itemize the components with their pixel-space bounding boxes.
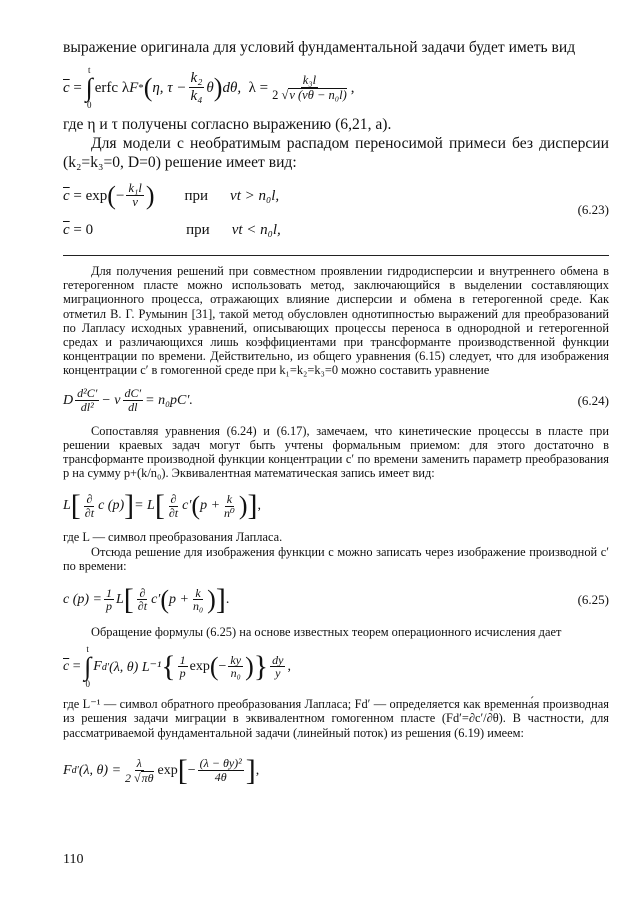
page-content: [63, 38, 609, 796]
eq6-end: ,: [287, 659, 291, 675]
paragraph-6: где L — символ преобразования Лапласа.: [63, 530, 283, 545]
eq2-r1-lhs: $\overline{c}$: [63, 187, 70, 204]
eq7-frac-exp: [198, 757, 244, 784]
equation-6-23: [63, 176, 609, 248]
eq1-lam-n: k₃l: [302, 72, 317, 87]
eq5-frac-k: [191, 587, 205, 614]
eq6-frac-1p: [178, 654, 188, 681]
eq2-r2-lhs: $\overline{c}$: [63, 221, 70, 238]
eq1-dtheta: dθ,: [222, 79, 242, 96]
eq1-lambda: λ =: [248, 79, 269, 96]
eq6-exp: exp: [189, 659, 210, 675]
eq7-ed: 4θ: [214, 770, 227, 785]
paragraph-3: Для модели с необратимым распадом переносимой примеси без дисперсии (k₂=k₃=0, D=0) решение имеет вид:: [63, 135, 609, 171]
eq3-d2: dl: [128, 399, 138, 414]
eq3-frac-1: [75, 387, 99, 414]
eq2-r2-cond: vt < n₀l,: [231, 221, 281, 238]
eq2-r1-n: k₁l: [128, 181, 142, 196]
eq4-dn1: ∂: [86, 492, 93, 507]
equation-6-25: c (p) = $\frac{1}{p}$ L [ $\frac{\partial}{\partial t}$ c′ ( p + $\frac{k}{\text{n₀}}$ ) ] . (6.25): [63, 583, 609, 617]
eq5-fn: 1: [106, 585, 112, 600]
eq1-comma: ,: [350, 79, 355, 96]
eq6-fd: p: [179, 666, 186, 681]
eq4-frac-d2: [167, 493, 180, 520]
paragraph-7: Отсюда решение для изображения функции c можно записать через изображение производной c′ по времени:: [63, 544, 609, 573]
eq6-frac-ky: [228, 654, 243, 681]
eq5-frac-1p: [104, 587, 114, 614]
eq2-r1-cond: vt > n₀l,: [230, 187, 280, 204]
eq4-eq: = L: [134, 498, 155, 514]
eq6-eq: =: [72, 659, 81, 675]
eq4-L1: L: [63, 498, 71, 514]
eq4-c: c (p): [98, 498, 125, 514]
eq1-F: F: [129, 79, 139, 96]
eq1-frac-d: k₄: [190, 88, 203, 105]
eq5-p: p +: [169, 592, 189, 608]
paragraph-1: выражение оригинала для условий фундаментальной задачи будет иметь вид: [63, 39, 576, 56]
eq3-n2: dC′: [124, 386, 142, 401]
eq2-r1-minus: −: [115, 187, 125, 204]
eq5-dd: ∂t: [137, 599, 148, 614]
paragraph-5: Сопоставляя уравнения (6.24) и (6.17), замечаем, что кинетические процессы в пласте при решении краевых задач могут быть учтены формальным приемом: для этого достаточно в трансформанте производной функции концентрации c′ по времени заменить параметр преобразования p на сумму p+(k/n₀). Эквивалентная математическая запись имеет вид:: [63, 423, 609, 481]
eq6-args: (λ, θ) L⁻¹: [109, 659, 162, 675]
eq5-kn: k: [195, 585, 201, 600]
eq5-kd: n₀: [192, 599, 204, 614]
section-divider: [63, 255, 609, 256]
eq6-fn: 1: [179, 652, 186, 667]
eq6-up: t: [86, 644, 89, 655]
equation-fd: F d′ (λ, θ) = $\frac{\lambda}{2 √\pi\theta}$ exp [ − $\frac{\text{(λ − θy)²}}{4\theta}$ ] ,: [63, 753, 260, 787]
eq3-number: (6.24): [577, 392, 609, 408]
eq1-int-lower: 0: [86, 100, 92, 110]
eq4-frac-d1: [83, 493, 96, 520]
eq1-body-a: erfc λ: [94, 79, 130, 96]
eq3-n1: d²C′: [77, 386, 98, 401]
eq5-lhs: c (p) =: [63, 592, 102, 608]
eq7-fd-b: πθ: [141, 770, 154, 785]
eq1-body-b: η, τ −: [152, 79, 187, 96]
eq4-dd2: ∂t: [168, 505, 179, 520]
eq5-number: (6.25): [577, 592, 609, 608]
eq6-dyn: dy: [272, 652, 284, 667]
eq6-kn: ky: [230, 652, 242, 667]
equation-erfc: $\overline{c}$ = t ∫ 0 erfc λ F * ( η, τ − $\frac{\text{k₂}}{\text{k₄}}$ θ ) dθ, λ = $\frac{\text{k₃l}}{\text{2 √v (vθ − n₀l)}}$ ,: [63, 65, 355, 110]
eq2-r1-when: при: [184, 187, 209, 204]
equation-laplace-shift: L [ $\frac{\partial}{\partial t}$ c (p) ] = L [ $\frac{\partial}{\partial t}$ c′ ( p + $\frac{k}{\text{n⁰}}$ ) ] ,: [63, 489, 261, 523]
eq2-row-2: [63, 216, 609, 244]
eq7-fd-a: 2: [125, 770, 132, 785]
eq1-lhs: $\overline{c}$: [63, 79, 70, 96]
eq2-r1-eq: = exp: [73, 187, 108, 204]
eq6-lo: 0: [85, 679, 90, 690]
eq5-c2: c′: [151, 592, 161, 608]
eq6-frac-dy: [270, 654, 285, 681]
eq2-r1-d: v: [132, 195, 138, 210]
eq6-integral: t ∫ 0: [84, 644, 92, 690]
eq4-frac-k: [222, 493, 237, 520]
eq5-dn: ∂: [139, 585, 146, 600]
equation-6-24: [63, 382, 609, 420]
eq1-lam-d-b: v (vθ − n₀l): [289, 87, 347, 102]
eq1-frac-n: k₂: [190, 70, 203, 87]
eq4-end: ,: [257, 498, 261, 514]
eq7-en: (λ − θy)²: [199, 756, 242, 771]
eq6-lhs: $\overline{c}$: [63, 659, 70, 675]
paragraph-2: где η и τ получены согласно выражению (6,21, a).: [63, 116, 392, 133]
eq3-D: D: [63, 392, 74, 408]
eq4-kd: n⁰: [224, 505, 235, 520]
eq5-L: L: [116, 592, 124, 608]
eq6-Fsub: d′: [101, 661, 110, 673]
eq3-rhs: = n₀pC′.: [145, 392, 193, 408]
eq1-integral: t ∫ 0: [85, 65, 93, 110]
eq1-int-upper: t: [87, 65, 91, 75]
eq1-F-sub: *: [138, 82, 144, 94]
paragraph-4: Для получения решений при совместном проявлении гидродисперсии и внутреннего обмена в гетерогенном пласте можно использовать метод, заключающийся в выделении составляющих миграционного процесса, отражающих влияние дисперсии и обмена в гетерогенной среде. Как отметил В. Г. Румынин [31], такой метод обусловлен однотипностью выражений для преобразований по Лапласу исходных уравнений, описывающих процессы переноса в однородной и гетерогенной средах и различающихся лишь коэффициентами при трансформанте производственной функции концентрации по времени. Действительно, из общего уравнения (6.15) следует, что для изображения концентрации c′ в гомогенной среде при k₁=k₂=k₃=0 можно составить уравнение: [63, 264, 609, 378]
eq7-minus: −: [187, 762, 196, 778]
eq7-Fsub: d′: [71, 765, 79, 777]
eq7-F: F: [63, 762, 72, 778]
eq1-frac-k: [189, 71, 205, 104]
eq2-r1-frac: [126, 182, 143, 210]
eq7-frac-lambda: $\frac{\lambda}{2 √\pi\theta}$: [125, 755, 154, 785]
paragraph-9: где L⁻¹ — символ обратного преобразования Лапласа; Fd′ — определяется как временна́я производная из решения задачи миграции в эквивалентном гомогенном пласте (Fd′=∂c′/∂θ). В частности, для рассматриваемой фундаментальной задачи (линейный поток) из решения (6.19) имеем:: [63, 697, 609, 740]
eq5-end: .: [225, 592, 230, 608]
eq5-frac-d: [136, 587, 149, 614]
eq6-dyd: y: [275, 666, 281, 681]
eq7-end: ,: [255, 762, 260, 778]
eq7-fn: λ: [136, 755, 142, 770]
page-number: 110: [63, 852, 84, 867]
eq1-body-c: θ: [206, 79, 214, 96]
eq4-dn2: ∂: [170, 492, 177, 507]
eq2-r2-eq: = 0: [73, 221, 94, 238]
equation-inverse: $\overline{c}$ = t ∫ 0 F d′ (λ, θ) L⁻¹ { $\frac{1}{p}$ exp ( − $\frac{ky}{\text{n₀}}$ ) } $\frac{dy}{y}$ ,: [63, 644, 291, 690]
eq2-r2-when: при: [186, 221, 210, 238]
eq1-lam-d-a: 2: [272, 87, 279, 102]
eq6-minus: −: [218, 659, 227, 675]
eq2-number: (6.23): [577, 202, 609, 217]
paragraph-8: Обращение формулы (6.25) на основе известных теорем операционного исчисления дает: [91, 625, 562, 640]
eq5-fd: p: [106, 599, 112, 614]
eq4-dd1: ∂t: [84, 505, 95, 520]
eq4-p: p +: [200, 498, 221, 514]
eq2-row-1: $\overline{c}$ = exp ( − $\frac{\text{k₁l}}{v}$ ) при vt > n₀l,: [63, 181, 280, 210]
eq4-kn: k: [226, 492, 233, 507]
eq6-F: F: [93, 659, 102, 675]
eq1-eq: =: [73, 79, 82, 96]
eq3-minus: − v: [101, 392, 121, 408]
eq6-kd: n₀: [230, 666, 241, 681]
eq7-exp: exp: [157, 762, 178, 778]
eq3-d1: dl²: [80, 399, 94, 414]
eq1-frac-lambda: $\frac{\text{k₃l}}{\text{2 √v (vθ − n₀l)}}$: [272, 72, 347, 102]
eq4-c2: c′: [182, 498, 192, 514]
eq3-frac-2: [123, 387, 144, 414]
eq7-args: (λ, θ) =: [78, 762, 122, 778]
